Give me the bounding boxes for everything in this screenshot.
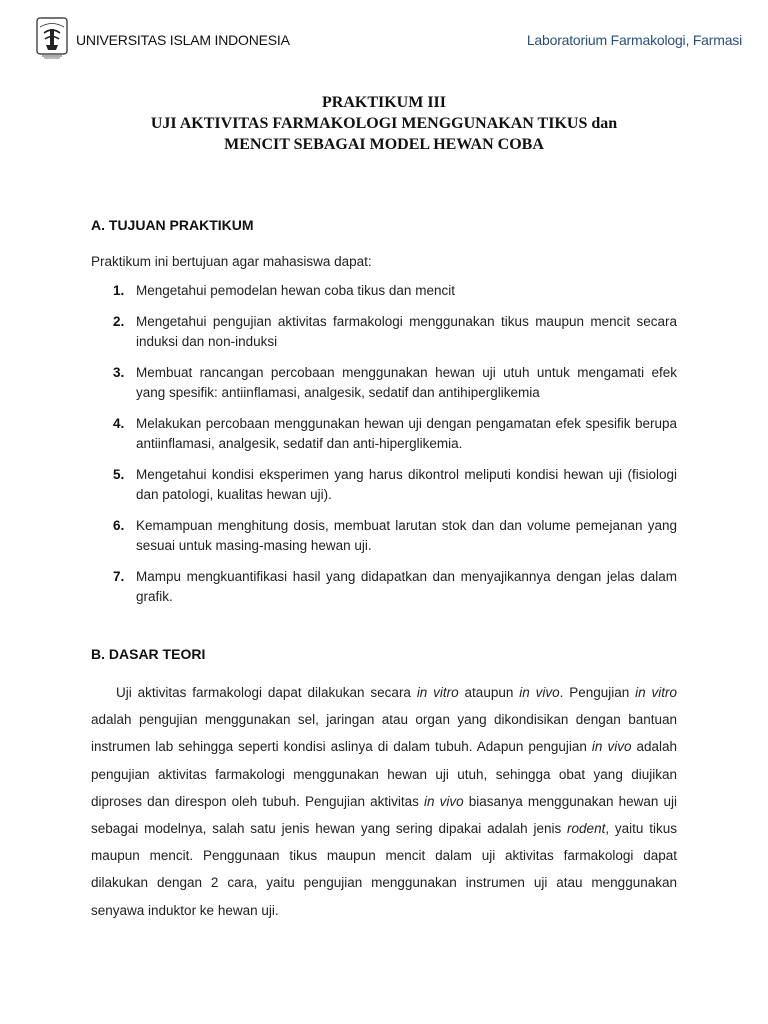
text-run: . Pengujian	[559, 685, 636, 700]
section-b-heading: B. DASAR TEORI	[91, 646, 206, 662]
text-run: , yaitu tikus maupun mencit. Penggunaan tikus maupun mencit dalam uji aktivitas farmakologi dapat dilakukan dengan 2 cara, yaitu pengujian menggunakan instrumen uji atau menggunakan senyawa induktor ke hewan uji.	[91, 821, 677, 918]
list-item-text: Mengetahui pemodelan hewan coba tikus dan mencit	[136, 283, 455, 298]
list-item-text: Mengetahui kondisi eksperimen yang harus dikontrol meliputi kondisi hewan uji (fisiologi dan patologi, kualitas hewan uji).	[136, 467, 677, 502]
list-item-number: 6.	[113, 518, 125, 533]
list-item-text: Membuat rancangan percobaan menggunakan hewan uji utuh untuk mengamati efek yang spesifik: antiinflamasi, analgesik, sedatif dan antihiperglikemia	[136, 365, 677, 400]
italic-term: rodent	[567, 821, 606, 837]
list-item	[91, 567, 677, 607]
theory-paragraph	[91, 679, 677, 924]
list-item	[91, 363, 677, 403]
title-line-2: UJI AKTIVITAS FARMAKOLOGI MENGGUNAKAN TIKUS dan	[150, 115, 618, 132]
list-item	[91, 281, 677, 301]
italic-term: in vitro	[635, 685, 678, 700]
header-university-name: UNIVERSITAS ISLAM INDONESIA	[76, 32, 290, 48]
list-item-text: Kemampuan menghitung dosis, membuat larutan stok dan dan volume pemejanan yang sesuai untuk masing-masing hewan uji.	[136, 518, 677, 553]
section-a-intro: Praktikum ini bertujuan agar mahasiswa dapat:	[91, 254, 372, 269]
list-item-text: Melakukan percobaan menggunakan hewan uji dengan pengamatan efek spesifik berupa antiinflamasi, analgesik, sedatif dan anti-hiperglikemia.	[136, 416, 677, 451]
list-item	[91, 414, 677, 454]
title-line-1: PRAKTIKUM III	[321, 94, 446, 111]
list-item-number: 3.	[113, 365, 125, 380]
text-run: adalah pengujian menggunakan sel, jaringan atau organ yang dikondisikan dengan bantuan instrumen lab sehingga seperti kondisi aslinya di dalam tubuh. Adapun pengujian	[91, 712, 677, 755]
list-item-text: Mampu mengkuantifikasi hasil yang didapatkan dan menyajikannya dengan jelas dalam grafik.	[136, 569, 677, 604]
italic-term: in vivo	[424, 793, 464, 809]
italic-term: in vivo	[591, 739, 632, 755]
header-lab-name: Laboratorium Farmakologi, Farmasi	[526, 32, 742, 48]
section-a-heading: A. TUJUAN PRAKTIKUM	[91, 217, 254, 233]
document-title	[0, 92, 768, 155]
list-item	[91, 312, 677, 352]
text-run: adalah pengujian aktivitas farmakologi menggunakan hewan uji utuh, sehingga obat yang diujikan diproses dan direspon oleh tubuh. Pengujian aktivitas	[91, 739, 678, 809]
objectives-list	[91, 281, 677, 618]
list-item-number: 5.	[113, 467, 125, 482]
title-line-3: MENCIT SEBAGAI MODEL HEWAN COBA	[224, 136, 544, 153]
list-item-number: 7.	[113, 569, 125, 584]
list-item	[91, 465, 677, 505]
list-item-text: Mengetahui pengujian aktivitas farmakologi menggunakan tikus maupun mencit secara induksi dan non-induksi	[136, 314, 677, 349]
text-run: biasanya menggunakan hewan uji sebagai modelnya, salah satu jenis hewan yang sering dipakai adalah jenis	[91, 793, 678, 837]
list-item-number: 1.	[113, 283, 125, 298]
text-run: Uji aktivitas farmakologi dapat dilakukan secara	[116, 685, 417, 700]
university-seal-icon	[36, 17, 68, 59]
italic-term: in vitro	[416, 685, 459, 700]
list-item-number: 4.	[113, 416, 125, 431]
list-item-number: 2.	[113, 314, 125, 329]
text-run: ataupun	[458, 685, 520, 700]
italic-term: in vivo	[519, 685, 560, 700]
list-item	[91, 516, 677, 556]
